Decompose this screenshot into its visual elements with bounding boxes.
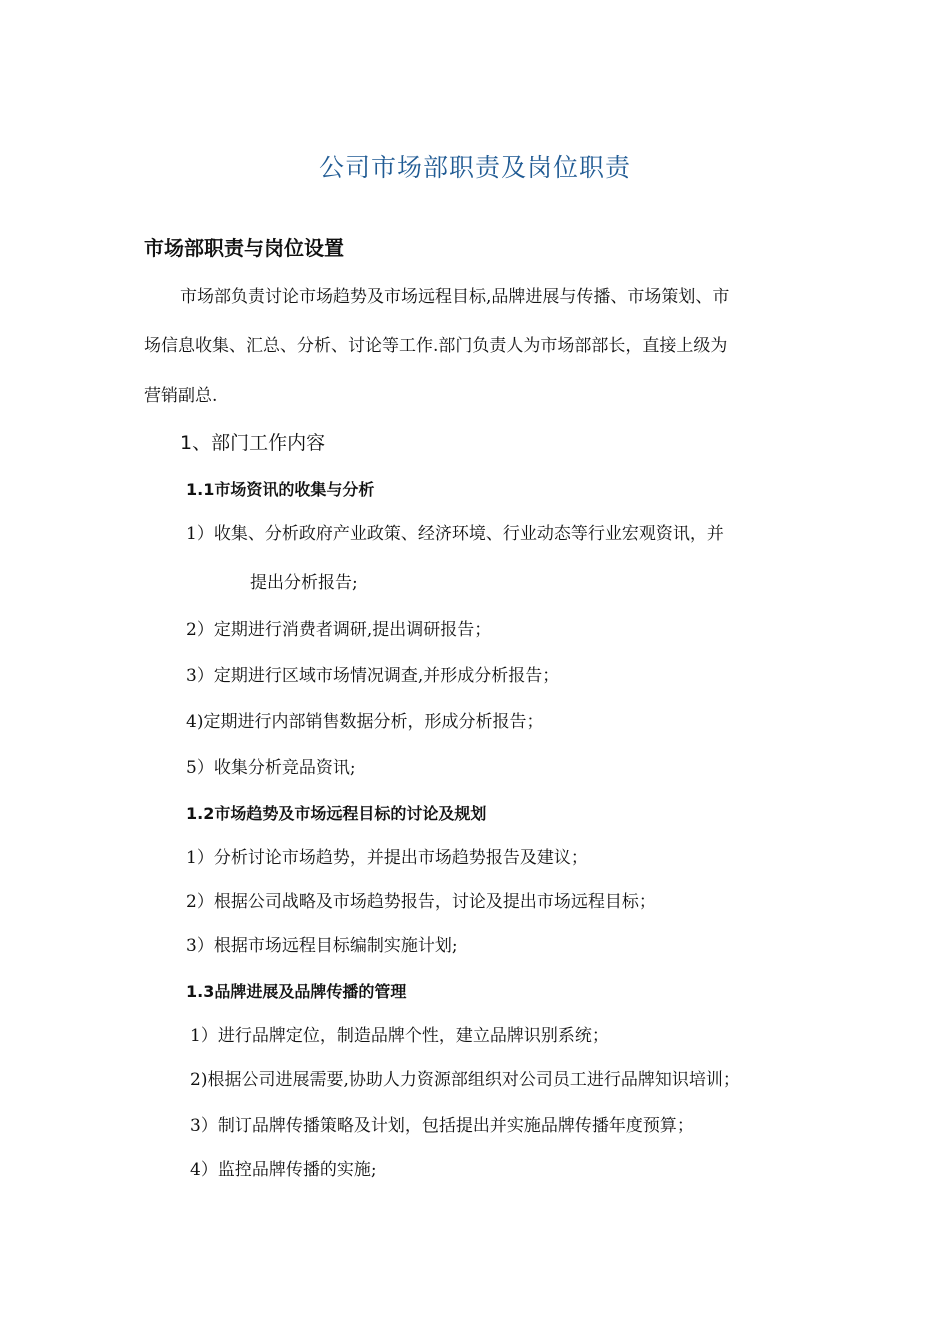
intro-line-3: 营销副总. (144, 386, 218, 406)
part1-heading: 1、部门工作内容 (180, 432, 326, 454)
list-item: 2）定期进行消费者调研,提出调研报告； (186, 620, 492, 640)
list-item: 1）分析讨论市场趋势，并提出市场趋势报告及建议； (186, 848, 588, 868)
list-item: 提出分析报告; (250, 573, 358, 593)
sub2-heading: 1.2市场趋势及市场远程目标的讨论及规划 (186, 804, 487, 823)
list-item: 3）根据市场远程目标编制实施计划; (186, 936, 458, 956)
document-title: 公司市场部职责及岗位职责 (318, 153, 631, 182)
list-item: 2）根据公司战略及市场趋势报告，讨论及提出市场远程目标； (186, 892, 656, 912)
list-item: 3）制订品牌传播策略及计划，包括提出并实施品牌传播年度预算； (190, 1116, 694, 1136)
intro-line-2: 场信息收集、汇总、分析、讨论等工作.部门负责人为市场部部长，直接上级为 (144, 336, 728, 356)
list-item: 1）进行品牌定位，制造品牌个性，建立品牌识别系统； (190, 1026, 609, 1046)
list-item: 4)定期进行内部销售数据分析，形成分析报告； (186, 712, 544, 732)
section-heading: 市场部职责与岗位设置 (144, 236, 344, 260)
list-item: 1）收集、分析政府产业政策、经济环境、行业动态等行业宏观资讯，并 (186, 524, 724, 544)
list-item: 3）定期进行区域市场情况调查,并形成分析报告； (186, 666, 560, 686)
list-item: 2)根据公司进展需要,协助人力资源部组织对公司员工进行品牌知识培训； (190, 1070, 740, 1090)
intro-line-1: 市场部负责讨论市场趋势及市场远程目标,品牌进展与传播、市场策划、市 (180, 287, 730, 307)
sub3-heading: 1.3品牌进展及品牌传播的管理 (186, 982, 407, 1001)
list-item: 5）收集分析竞品资讯; (186, 758, 356, 778)
sub1-heading: 1.1市场资讯的收集与分析 (186, 480, 375, 499)
list-item: 4）监控品牌传播的实施; (190, 1160, 377, 1180)
